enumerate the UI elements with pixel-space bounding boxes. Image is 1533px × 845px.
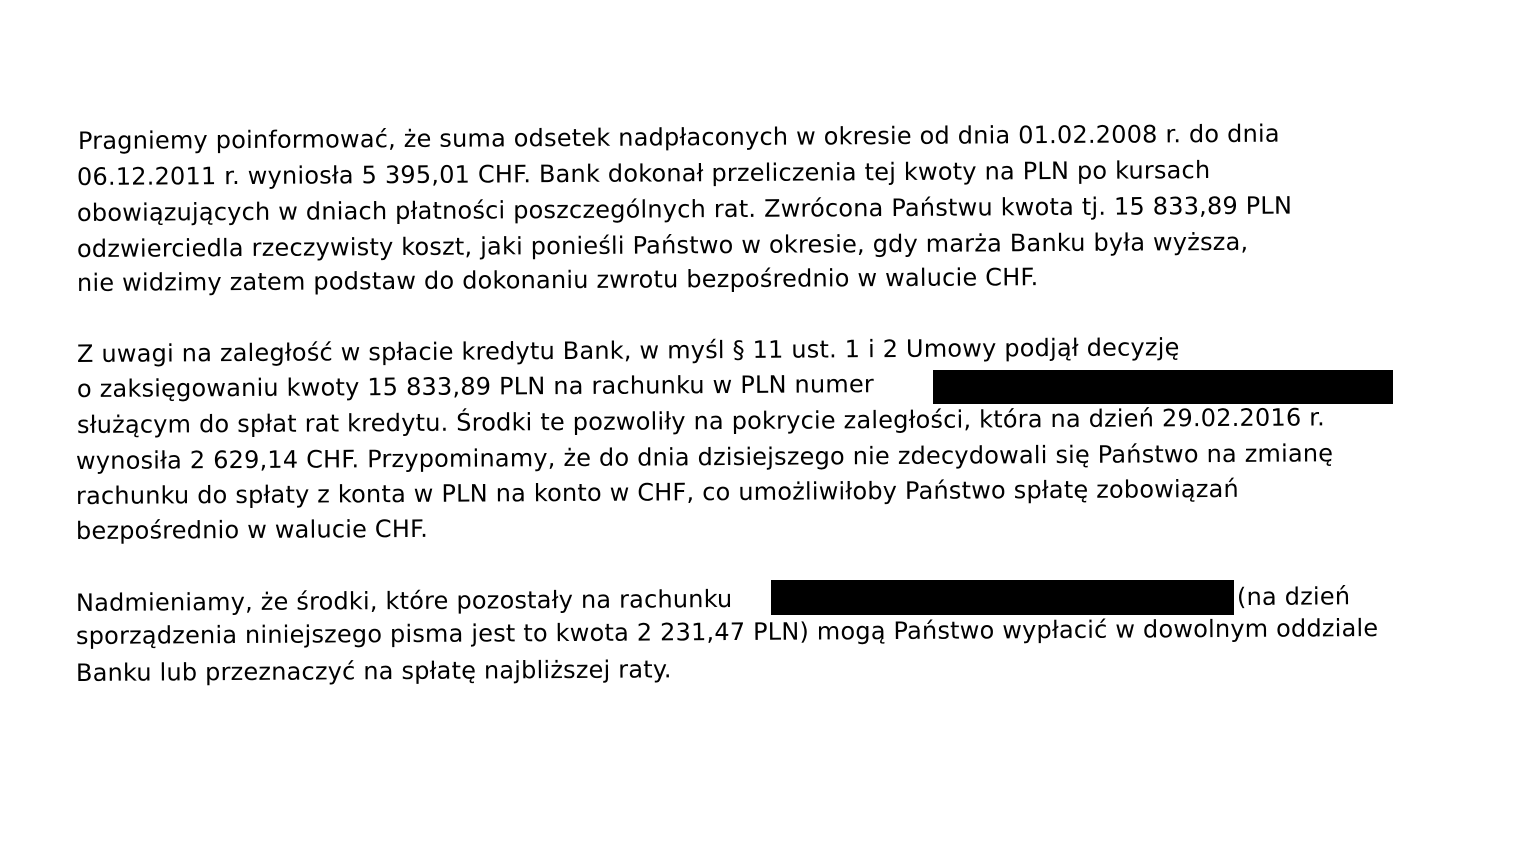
- text-line: rachunku do spłaty z konta w PLN na konto w CHF, co umożliwiłoby Państwo spłatę zobowiązań: [75, 474, 1239, 510]
- text-line: Banku lub przeznaczyć na spłatę najbliższej raty.: [75, 655, 672, 687]
- text-line: bezpośrednio w walucie CHF.: [75, 514, 429, 545]
- text-line: (na dzień: [1236, 582, 1351, 611]
- text-line: wynosiła 2 629,14 CHF. Przypominamy, że do dnia dzisiejszego nie zdecydowali się Państwo na zmianę: [75, 439, 1334, 475]
- text-line: o zaksięgowaniu kwoty 15 833,89 PLN na rachunku w PLN numer: [76, 370, 875, 403]
- text-line: sporządzenia niniejszego pisma jest to kwota 2 231,47 PLN) mogą Państwo wypłacić w dowolnym oddziale: [75, 614, 1379, 650]
- text-line: nie widzimy zatem podstaw do dokonaniu zwrotu bezpośrednio w walucie CHF.: [76, 263, 1039, 297]
- redacted-account-number: [933, 370, 1393, 404]
- text-line: Nadmieniamy, że środki, które pozostały na rachunku: [75, 584, 733, 617]
- text-line: obowiązujących w dniach płatności poszczególnych rat. Zwrócona Państwu kwota tj. 15 833,89 PLN: [76, 191, 1293, 227]
- text-line: służącym do spłat rat kredytu. Środki te pozwoliły na pokrycie zaległości, która na dzień 29.02.2016 r.: [76, 403, 1325, 439]
- text-line: Pragniemy poinformować, że suma odsetek nadpłaconych w okresie od dnia 01.02.2008 r. do dnia: [77, 119, 1280, 155]
- text-line: 06.12.2011 r. wyniosła 5 395,01 CHF. Bank dokonał przeliczenia tej kwoty na PLN po kursach: [76, 156, 1211, 191]
- text-line: Z uwagi na zaległość w spłacie kredytu Bank, w myśl § 11 ust. 1 i 2 Umowy podjął decyzję: [76, 333, 1180, 368]
- text-line: odzwierciedla rzeczywisty koszt, jaki ponieśli Państwo w okresie, gdy marża Banku była wyższa,: [76, 227, 1249, 263]
- redacted-account-number: [771, 580, 1234, 615]
